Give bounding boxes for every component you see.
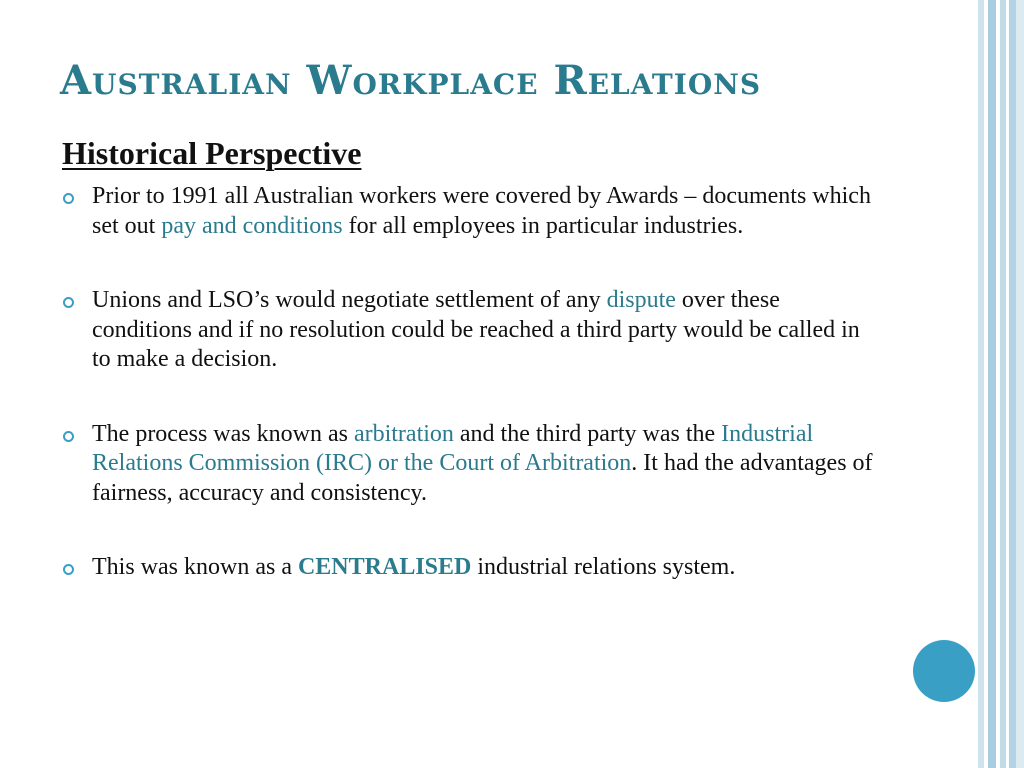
- highlight-term: pay and conditions: [161, 212, 343, 239]
- bullet-item: [62, 286, 882, 375]
- bullet-marker-icon: [63, 431, 74, 442]
- bullet-text: over these conditions and if no resolution could be reached a third party would be called in to make a decision.: [92, 287, 860, 372]
- decorative-circle-icon: [913, 640, 975, 702]
- bullet-item: [62, 553, 882, 583]
- highlight-term: arbitration: [353, 420, 454, 447]
- highlight-term: Industrial Relations Commission (IRC) or the Court of Arbitration: [92, 420, 814, 476]
- bullet-list: [62, 182, 882, 583]
- bullet-text: industrial relations system.: [471, 554, 736, 580]
- bullet-text: The process was known as: [92, 420, 354, 447]
- bullet-item: [62, 420, 882, 509]
- bullet-text: for all employees in particular industries.: [342, 212, 744, 239]
- bullet-text: This was known as a: [92, 554, 298, 580]
- bullet-text: Unions and LSO’s would negotiate settlement of any: [92, 287, 607, 313]
- bullet-marker-icon: [63, 193, 74, 204]
- bullet-text: and the third party was the: [453, 420, 722, 447]
- bullet-text: Prior to 1991 all Australian workers were covered by Awards – documents which set out: [92, 183, 871, 239]
- bullet-text: . It had the advantages of fairness, accuracy and consistency.: [92, 450, 873, 506]
- bullet-marker-icon: [63, 297, 74, 308]
- slide-subtitle: Historical Perspective: [62, 135, 362, 171]
- bullet-item: [62, 182, 882, 241]
- bullet-marker-icon: [63, 564, 74, 575]
- slide-title: Australian Workplace Relations: [60, 57, 762, 104]
- emphasis-term: CENTRALISED: [297, 554, 472, 580]
- edge-stripe: [988, 0, 996, 768]
- highlight-term: dispute: [606, 287, 676, 313]
- edge-stripe: [1009, 0, 1016, 768]
- edge-stripe: [1016, 0, 1024, 768]
